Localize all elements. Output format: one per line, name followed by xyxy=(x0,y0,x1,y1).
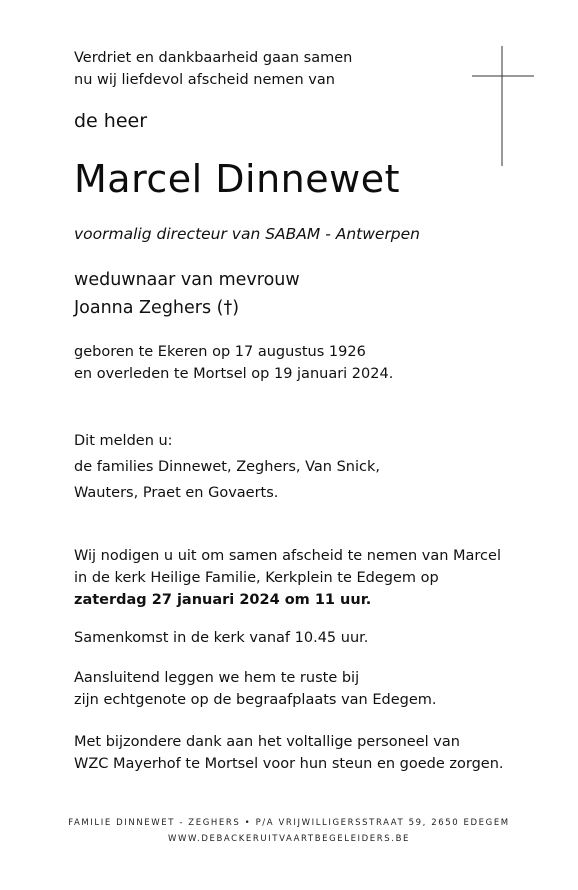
intro-line: Verdriet en dankbaarheid gaan samen xyxy=(74,50,353,66)
burial-text xyxy=(74,667,437,711)
ceremony-date: zaterdag 27 januari 2024 om 11 uur. xyxy=(74,592,372,608)
deceased-role: voormalig directeur van SABAM - Antwerpen xyxy=(74,225,421,243)
widow-text xyxy=(74,266,300,322)
life-dates xyxy=(74,341,393,385)
intro-text xyxy=(74,47,352,91)
birth-line: geboren te Ekeren op 17 augustus 1926 xyxy=(74,344,366,360)
footer-website: WWW.DEBACKERUITVAARTBEGELEIDERS.BE xyxy=(168,834,410,844)
widow-line: weduwnaar van mevrouw xyxy=(74,270,300,290)
announce-line: Dit melden u: xyxy=(74,433,173,449)
thanks-line: WZC Mayerhof te Mortsel voor hun steun en goede zorgen. xyxy=(74,756,504,772)
thanks-text xyxy=(74,731,504,775)
deceased-name: Marcel Dinnewet xyxy=(74,157,400,201)
intro-line: nu wij liefdevol afscheid nemen van xyxy=(74,72,335,88)
spouse-name: Joanna Zeghers (†) xyxy=(74,298,240,318)
invite-line: Wij nodigen u uit om samen afscheid te nemen van Marcel xyxy=(74,548,501,564)
invitation xyxy=(74,545,501,611)
cross-icon xyxy=(472,46,534,166)
announcement xyxy=(74,428,380,506)
thanks-line: Met bijzondere dank aan het voltallige personeel van xyxy=(74,734,460,750)
burial-line: Aansluitend leggen we hem te ruste bij xyxy=(74,670,360,686)
honorific: de heer xyxy=(74,110,148,132)
announce-line: Wauters, Praet en Govaerts. xyxy=(74,485,279,501)
invite-line: in de kerk Heilige Familie, Kerkplein te Edegem op xyxy=(74,570,439,586)
burial-line: zijn echtgenote op de begraafplaats van Edegem. xyxy=(74,692,437,708)
death-line: en overleden te Mortsel op 19 januari 2024. xyxy=(74,366,394,382)
gathering-time: Samenkomst in de kerk vanaf 10.45 uur. xyxy=(74,630,369,646)
announce-line: de families Dinnewet, Zeghers, Van Snick, xyxy=(74,459,380,475)
footer-address: FAMILIE DINNEWET - ZEGHERS • P/A VRIJWILLIGERSSTRAAT 59, 2650 EDEGEM xyxy=(68,818,510,828)
